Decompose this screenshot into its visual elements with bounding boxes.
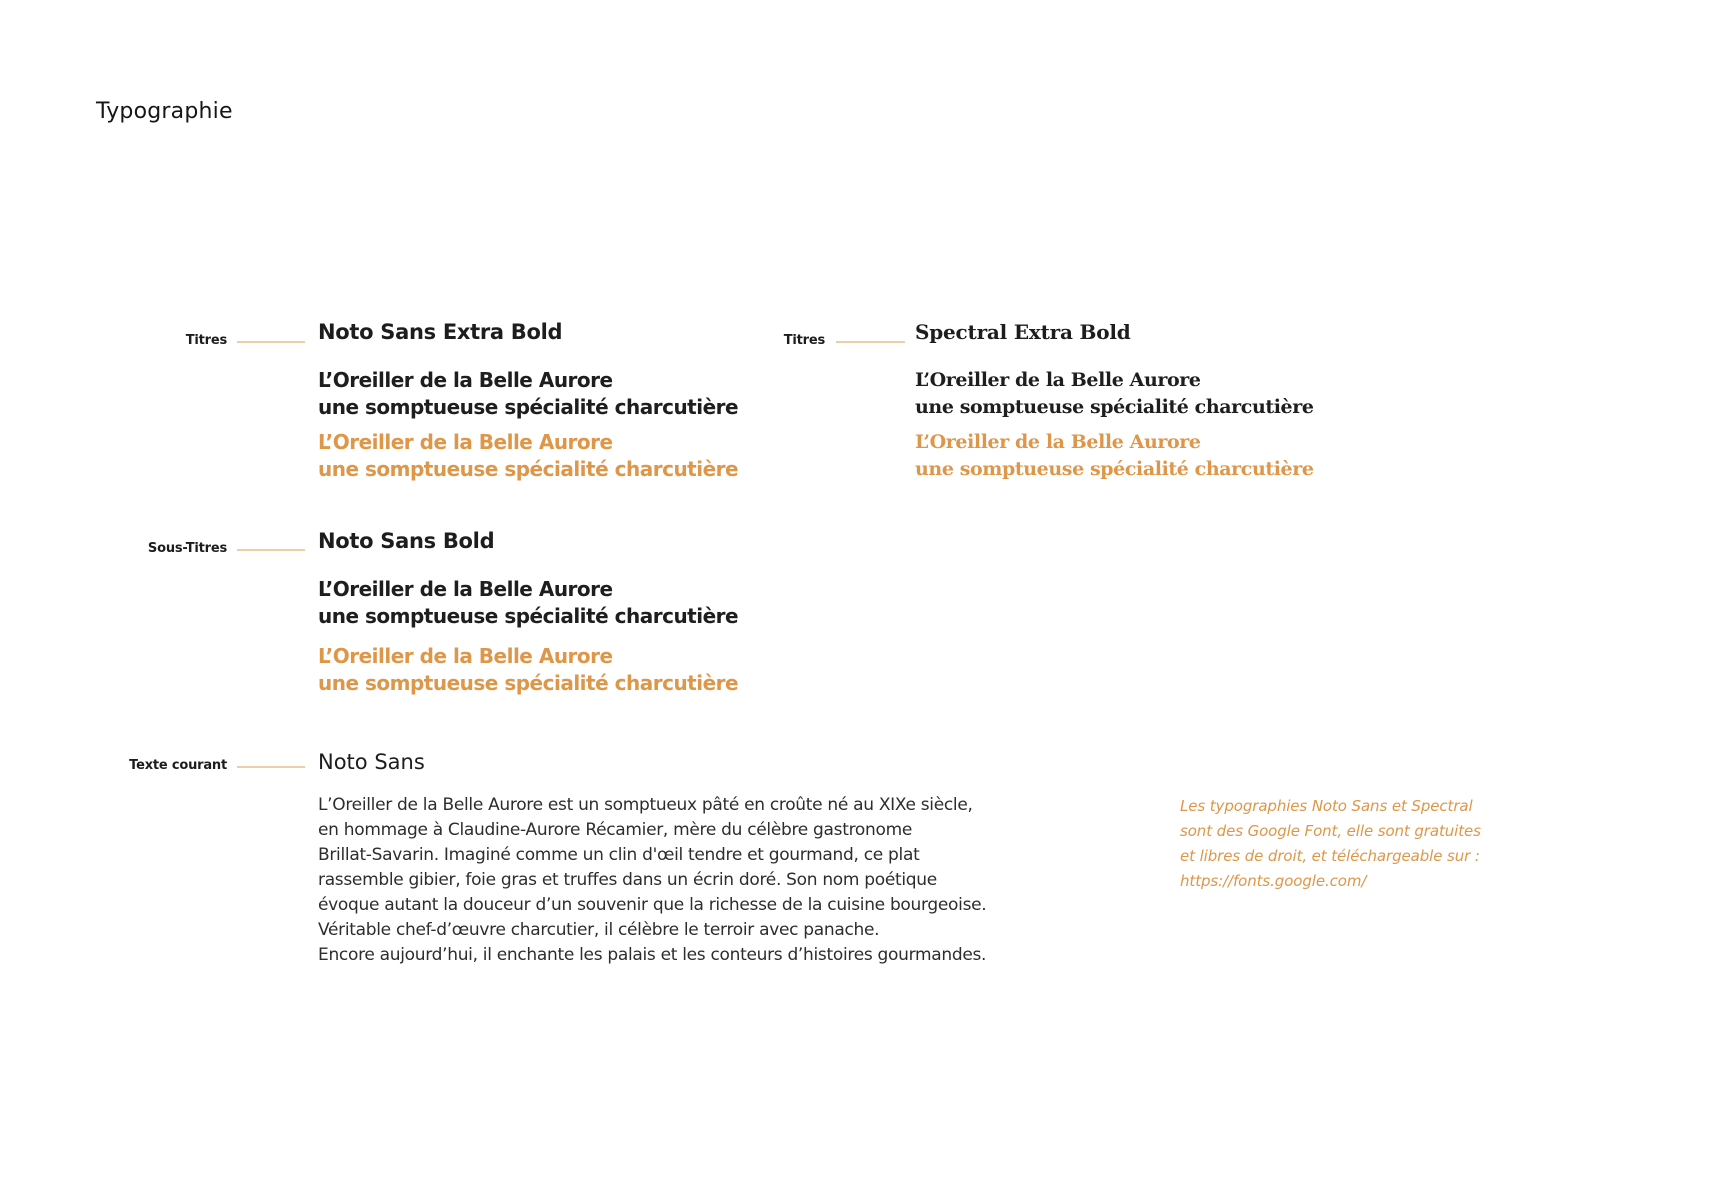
sample-line: L’Oreiller de la Belle Aurore bbox=[318, 368, 613, 392]
paragraph-line: Encore aujourd’hui, il enchante les palais et les conteurs d’histoires gourmandes. bbox=[318, 945, 987, 965]
sample-line: L’Oreiller de la Belle Aurore bbox=[915, 431, 1201, 453]
sample-line: L’Oreiller de la Belle Aurore bbox=[318, 577, 613, 601]
paragraph-line: Brillat-Savarin. Imaginé comme un clin d'œil tendre et gourmand, ce plat bbox=[318, 845, 920, 865]
paragraph-line: évoque autant la douceur d’un souvenir que la richesse de la cuisine bourgeoise. bbox=[318, 895, 987, 915]
paragraph-line: L’Oreiller de la Belle Aurore est un somptueux pâté en croûte né au XIXe siècle, bbox=[318, 795, 973, 815]
label-sous-titres: Sous-Titres bbox=[147, 541, 227, 556]
connector-line bbox=[836, 341, 905, 343]
label-titres-sans: Titres bbox=[185, 333, 227, 348]
google-fonts-note bbox=[1180, 794, 1481, 894]
sample-titres-sans-accent bbox=[318, 429, 738, 483]
note-line: sont des Google Font, elle sont gratuites bbox=[1180, 822, 1481, 840]
label-titres-serif: Titres bbox=[783, 333, 825, 348]
note-line: https://fonts.google.com/ bbox=[1180, 872, 1367, 890]
sample-titres-serif-accent bbox=[915, 429, 1314, 483]
sample-line: une somptueuse spécialité charcutière bbox=[915, 396, 1314, 418]
sample-line: une somptueuse spécialité charcutière bbox=[318, 457, 739, 481]
font-name-noto-sans-extra-bold: Noto Sans Extra Bold bbox=[318, 320, 563, 344]
paragraph-line: Véritable chef-d’œuvre charcutier, il célèbre le terroir avec panache. bbox=[318, 920, 880, 940]
page-title: Typographie bbox=[96, 99, 233, 124]
note-line: et libres de droit, et téléchargeable sur : bbox=[1180, 847, 1480, 865]
sample-sous-titres-dark bbox=[318, 576, 738, 630]
sample-line: une somptueuse spécialité charcutière bbox=[915, 458, 1314, 480]
label-texte-courant: Texte courant bbox=[129, 758, 227, 773]
sample-line: une somptueuse spécialité charcutière bbox=[318, 604, 739, 628]
sample-line: L’Oreiller de la Belle Aurore bbox=[915, 369, 1201, 391]
sample-line: une somptueuse spécialité charcutière bbox=[318, 395, 739, 419]
font-name-noto-sans: Noto Sans bbox=[318, 750, 425, 774]
sample-line: L’Oreiller de la Belle Aurore bbox=[318, 430, 613, 454]
sample-sous-titres-accent bbox=[318, 643, 738, 697]
connector-line bbox=[237, 549, 305, 551]
body-text-sample bbox=[318, 793, 986, 968]
note-line: Les typographies Noto Sans et Spectral bbox=[1180, 797, 1473, 815]
sample-line: une somptueuse spécialité charcutière bbox=[318, 671, 739, 695]
font-name-noto-sans-bold: Noto Sans Bold bbox=[318, 529, 495, 553]
connector-line bbox=[237, 341, 305, 343]
sample-line: L’Oreiller de la Belle Aurore bbox=[318, 644, 613, 668]
paragraph-line: en hommage à Claudine-Aurore Récamier, mère du célèbre gastronome bbox=[318, 820, 912, 840]
sample-titres-sans-dark bbox=[318, 367, 738, 421]
font-name-spectral-extra-bold: Spectral Extra Bold bbox=[915, 320, 1131, 344]
sample-titres-serif-dark bbox=[915, 367, 1314, 421]
connector-line bbox=[237, 766, 305, 768]
paragraph-line: rassemble gibier, foie gras et truffes dans un écrin doré. Son nom poétique bbox=[318, 870, 937, 890]
